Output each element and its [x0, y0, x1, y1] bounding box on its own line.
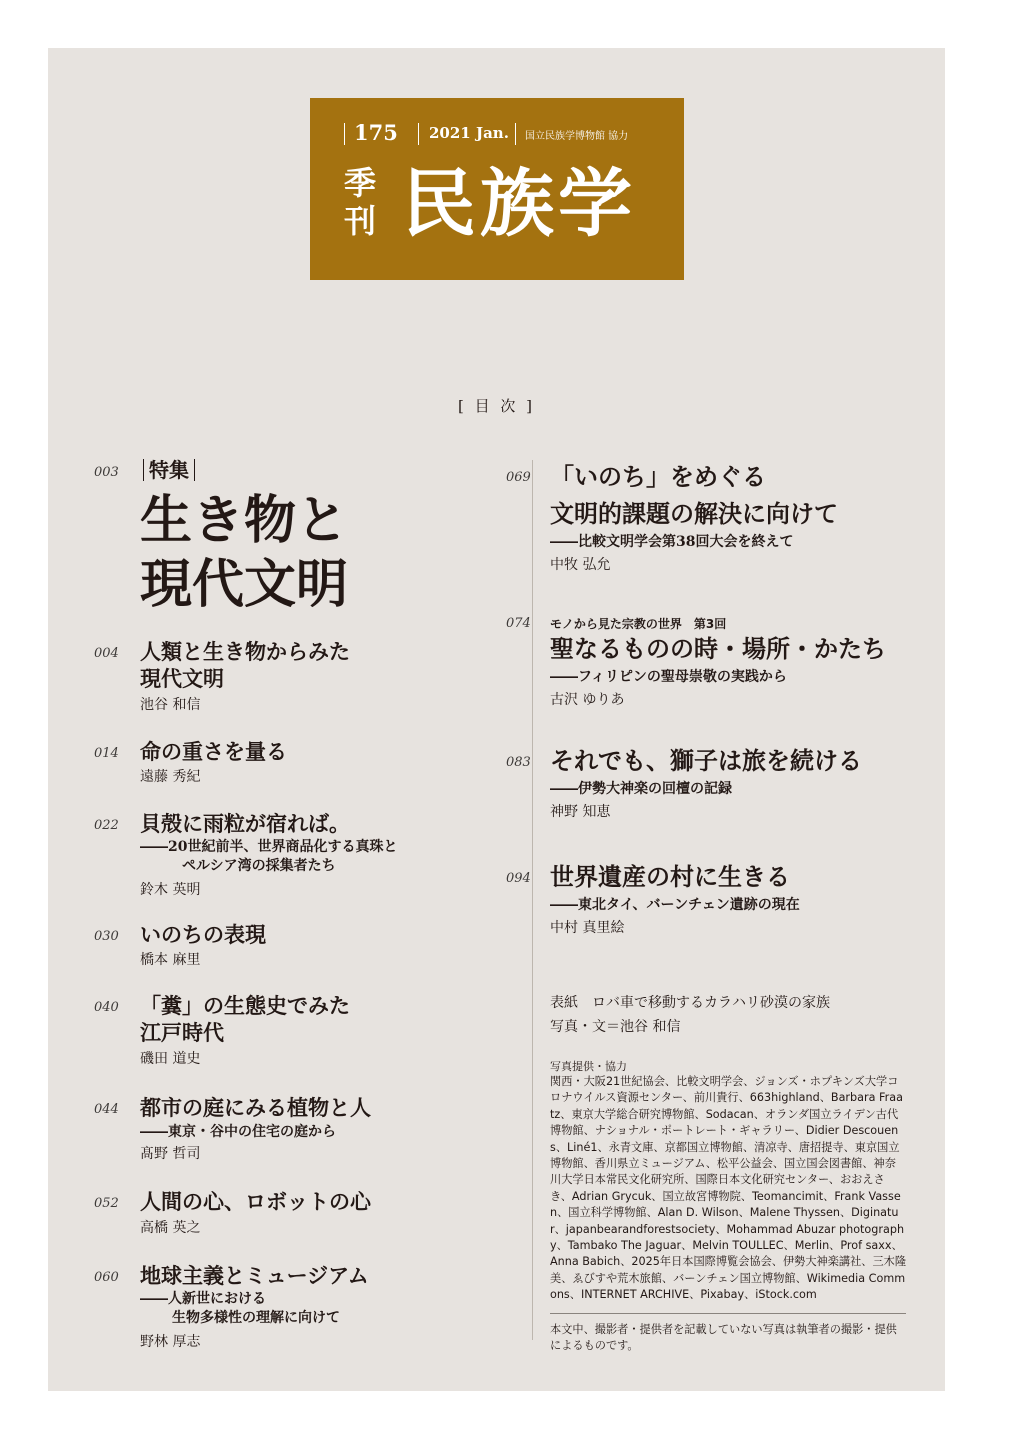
- feature-label: [138, 454, 200, 483]
- page-number: 030: [94, 929, 119, 944]
- entry-author: 遠藤 秀紀: [140, 769, 201, 785]
- page-number: 094: [506, 871, 531, 886]
- entry-subtitle: ――フィリピンの聖母崇敬の実践から: [550, 669, 787, 685]
- entry-title: 「いのち」をめぐる: [550, 462, 766, 491]
- entry-subtitle: 生物多様性の理解に向けて: [172, 1310, 340, 1326]
- contents-page: [48, 48, 945, 1391]
- page-number: 014: [94, 746, 119, 761]
- column-divider: [532, 460, 533, 1340]
- entry-author: 髙野 哲司: [140, 1146, 201, 1162]
- entry-title: 現代文明: [140, 666, 224, 691]
- credits-rule: [550, 1313, 906, 1314]
- issue-number: 175: [354, 120, 398, 145]
- cooperation-note: 国立民族学博物館 協力: [525, 131, 629, 142]
- entry-subtitle: ――東京・谷中の住宅の庭から: [140, 1124, 336, 1140]
- page-number: 003: [94, 465, 119, 480]
- series-kicker: モノから見た宗教の世界 第3回: [550, 617, 727, 631]
- divider-bar: [344, 123, 345, 145]
- entry-author: 中牧 弘允: [550, 557, 611, 573]
- entry-title: 「糞」の生態史でみた: [140, 993, 350, 1018]
- entry-title: 都市の庭にみる植物と人: [140, 1095, 371, 1120]
- entry-subtitle: ――伊勢大神楽の回檀の記録: [550, 781, 732, 797]
- feature-title: [140, 489, 348, 617]
- entry-author: 古沢 ゆりあ: [550, 692, 625, 708]
- entry-subtitle: ――東北タイ、バーンチェン遺跡の現在: [550, 897, 800, 913]
- entry-title: 地球主義とミュージアム: [140, 1263, 369, 1288]
- page-number: 074: [506, 616, 531, 631]
- divider-bar: [515, 123, 516, 145]
- entry-title: 貝殻に雨粒が宿れば。: [140, 811, 350, 836]
- page-number: 044: [94, 1102, 119, 1117]
- page-number: 052: [94, 1196, 119, 1211]
- entry-subtitle: ペルシア湾の採集者たち: [182, 858, 336, 874]
- entry-title: それでも、獅子は旅を続ける: [550, 746, 862, 775]
- credits-heading: 写真提供・協力: [550, 1060, 627, 1073]
- entry-title: 江戸時代: [140, 1020, 224, 1045]
- divider-bar: [143, 459, 144, 481]
- entry-title: 世界遺産の村に生きる: [550, 862, 790, 891]
- feature-title-line: 現代文明: [140, 554, 349, 615]
- entry-author: 池谷 和信: [140, 697, 201, 713]
- divider-bar: [194, 459, 195, 481]
- page-number: 060: [94, 1270, 119, 1285]
- masthead-info-row: [310, 120, 684, 146]
- entry-author: 磯田 道史: [140, 1051, 201, 1067]
- page-number: 004: [94, 646, 119, 661]
- entry-author: 野林 厚志: [140, 1334, 201, 1350]
- entry-author: 鈴木 英明: [140, 882, 201, 898]
- entry-author: 神野 知恵: [550, 804, 611, 820]
- entry-title: 人類と生き物からみた: [140, 639, 350, 664]
- magazine-title: 民族学: [402, 161, 636, 247]
- page-number: 083: [506, 755, 531, 770]
- cover-caption: 表紙 ロバ車で移動するカラハリ砂漠の家族: [550, 995, 830, 1011]
- toc-heading: [ 目 次 ]: [458, 397, 536, 415]
- credits-list: 関西・大阪21世紀協会、比較文明学会、ジョンズ・ホプキンズ大学コロナウイルス資源センター、前川貴行、663highland、Barbara Fraatz、東京大学総合研究博物館、Sodacan、オランダ国立ライデン古代博物館、ナショナル・ポートレート・ギャラリー、Didier Descouens、Liné1、永青文庫、京都国立博物館、清凉寺、唐招提寺、東京国立博物館、香川県立ミュージアム、松平公益会、国立国会図書館、神奈川大学日本常民文化研究所、国際日本文化研究センター、おおえさき、Adrian Grycuk、国立故宮博物院、Teomancimit、Frank Vassen、国立科学博物館、Alan D. Wilson、Malene Thyssen、Diginatur、japanbearandforestsociety、Mohammad Abuzar photography、Tambako The Jaguar、Melvin TOULLEC、Merlin、Prof saxx、Anna Babich、2025年日本国際博覧会協会、伊勢大神楽講社、三木隆美、ゑびすや荒木旅館、バーンチェン国立博物館、Wikimedia Commons、INTERNET ARCHIVE、Pixabay、iStock.com: [550, 1075, 907, 1302]
- entry-subtitle: ――人新世における: [140, 1291, 266, 1307]
- page-number: 069: [506, 470, 531, 485]
- entry-title: 文明的課題の解決に向けて: [550, 499, 838, 528]
- issue-date: 2021 Jan.: [429, 124, 509, 142]
- entry-title: 命の重さを量る: [140, 739, 287, 764]
- cover-credit: 写真・文＝池谷 和信: [550, 1019, 681, 1035]
- entry-author: 橋本 麻里: [140, 952, 201, 968]
- entry-subtitle: ――20世紀前半、世界商品化する真珠と: [140, 839, 398, 855]
- entry-title: いのちの表現: [140, 922, 266, 947]
- entry-title: 聖なるものの時・場所・かたち: [550, 634, 886, 663]
- divider-bar: [418, 123, 419, 145]
- masthead: [310, 98, 684, 280]
- entry-subtitle: ――比較文明学会第38回大会を終えて: [550, 534, 794, 550]
- page-number: 040: [94, 1000, 119, 1015]
- entry-author: 高橋 英之: [140, 1220, 201, 1236]
- page-number: 022: [94, 818, 119, 833]
- photo-note: 本文中、撮影者・提供者を記載していない写真は執筆者の撮影・提供によるものです。: [550, 1323, 897, 1353]
- entry-author: 中村 真里絵: [550, 920, 625, 936]
- feature-label-text: 特集: [149, 458, 189, 482]
- feature-title-line: 生き物と: [140, 490, 349, 551]
- kikan-label: 季刊: [344, 164, 377, 240]
- entry-title: 人間の心、ロボットの心: [140, 1189, 371, 1214]
